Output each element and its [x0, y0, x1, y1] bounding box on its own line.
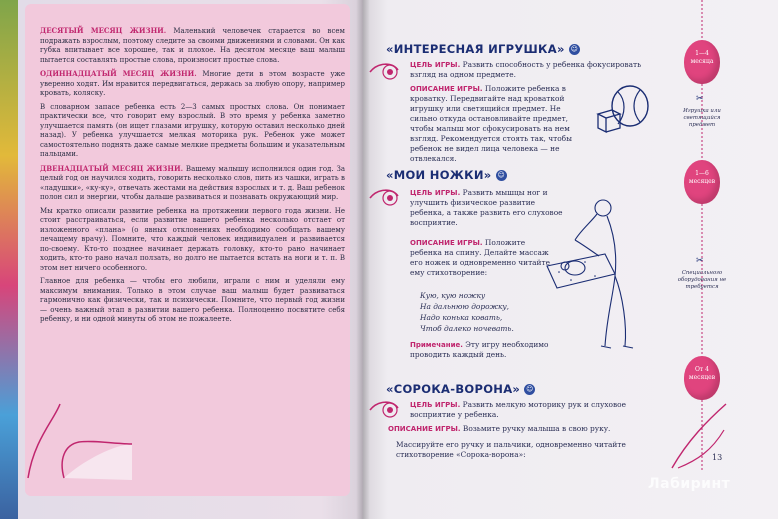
- section-title-legs: «МОИ НОЖКИ» ☺: [386, 168, 506, 182]
- swirl-icon: [368, 398, 408, 422]
- age-balloon-3: От 4 месяцев: [684, 356, 720, 400]
- paragraph-vocabulary: В словарном запасе ребенка есть 2—3 самых простых слова. Он понимает практически все, что говорит ему взрослый. В это время у ребенка заметно улучшается память (он ищет глазами игрушку, которую оставил несколько дней назад). У ребенка улучшается мелкая моторика рук. Ребенок уже может самостоятельно поднять даже самые мелкие предметы большим и указательным пальцами.: [40, 102, 345, 158]
- paragraph-month-10: ДЕСЯТЫЙ МЕСЯЦ ЖИЗНИ. Маленький человечек старается во всем подражать взрослым, поэтому следите за своими движениями и словами. Он как губка впитывает все хорошее, так и плохое. На десятом месяце ваш малыш пытается составлять простые слова, произносит простые слова.: [40, 26, 346, 64]
- baby-icon: ☺: [497, 171, 506, 179]
- sidebar-note-2: Специального оборудования не требуется: [677, 270, 727, 290]
- mother-baby-illustration: [545, 196, 660, 361]
- page-number: 13: [712, 453, 723, 462]
- baby-icon: ☺: [526, 385, 534, 393]
- paragraph-month-11: ОДИННАДЦАТЫЙ МЕСЯЦ ЖИЗНИ. Многие дети в этом возрасте уже уверенно ходят. Им нравится передвигаться, держась за любую опору, например кровать, коляску.: [40, 69, 346, 97]
- watermark-logo: Лабиринт: [648, 476, 731, 492]
- section-legs-note: Примечание. Эту игру необходимо проводить каждый день.: [410, 340, 549, 359]
- section-toy-description: ОПИСАНИЕ ИГРЫ. Положите ребенка в кроватку. Передвигайте над кроваткой игрушку или светящийся предмет. Не сильно откуда остановливайте предмет, чтобы малыш мог сфокусировать на нем взгляд. Рекомендуется стоять так, чтобы ребенок не видел лица человека — не отвлекался.: [410, 84, 573, 163]
- toy-ball-cube-illustration: [592, 82, 652, 138]
- section-magpie-description: ОПИСАНИЕ ИГРЫ. Возьмите ручку малыша в свою руку.: [388, 424, 611, 433]
- poem-legs: Кую, кую ножку На дальнюю дорожку, Надо конька ковать, Чтоб далеко ночевать.: [420, 291, 514, 333]
- section-title-magpie: «СОРОКА-ВОРОНА» ☺: [386, 382, 534, 396]
- scissors-icon: ✂: [696, 256, 704, 266]
- section-legs-goal: ЦЕЛЬ ИГРЫ. Развить мышцы ног и улучшить физическое развитие ребенка, а также развить его слуховое восприятие.: [410, 188, 563, 227]
- swirl-icon: [368, 186, 408, 210]
- age-balloon-1: 1—4 месяца: [684, 40, 720, 84]
- book-spine-edge: [0, 0, 18, 519]
- swirl-icon: [368, 60, 408, 84]
- scissors-icon: ✂: [696, 94, 704, 104]
- section-toy-goal: ЦЕЛЬ ИГРЫ. Развить способность у ребенка фокусировать взгляд на одном предмете.: [410, 60, 642, 79]
- section-legs-description: ОПИСАНИЕ ИГРЫ. Положите ребенка на спину. Делайте массаж его ножек и одновременно читайте ему стихотворение:: [410, 238, 550, 277]
- paragraph-month-12: ДВЕНАДЦАТЫЙ МЕСЯЦ ЖИЗНИ. Вашему малышу исполнился один год. За целый год он научился ходить, говорить несколько слов, пить из чашки, играть в «ладушки», «ку-ку», отвечать жестами на действия взрослых и т. д. Ваш ребенок полон сил и энергии, чтобы дальше развиваться и познавать окружающий мир.: [40, 163, 345, 201]
- paragraph-conclusion: Главное для ребенка — чтобы его любили, играли с ним и уделяли ему максимум внимания. Только в этом случае ваш малыш будет развиваться гармонично как физически, так и психически. Помните, что первый год жизни — очень важный этап в развитии вашего ребенка. Полноценно посвятите себя ребенку, и ни одной минуты об этом не пожалеете.: [40, 277, 345, 323]
- page-curl-decoration: [24, 400, 134, 480]
- section-magpie-goal: ЦЕЛЬ ИГРЫ. Развить мелкую моторику рук и слуховое восприятие у ребенка.: [410, 400, 626, 419]
- section-title-toy: «ИНТЕРЕСНАЯ ИГРУШКА» ☺: [386, 42, 579, 56]
- baby-icon: ☺: [570, 45, 579, 53]
- sidebar-note-1: Игрушка или светящийся предмет: [683, 108, 721, 128]
- left-page-text: [40, 26, 345, 329]
- section-magpie-extra: Массируйте его ручку и пальчики, одновременно читайте стихотворение «Сорока-ворона»:: [396, 440, 626, 459]
- age-balloon-2: 1—6 месяцев: [684, 160, 720, 204]
- paragraph-summary: Мы кратко описали развитие ребенка на протяжении первого года жизни. Не стоит расстраиваться, если развитие вашего ребенка несколько отстает от изложенного «плана» (о явных отклонениях необходимо сообщать вашему лечащему врачу). Помните, что каждый человек индивидуален и развивается по-своему. Кто-то позднее начинает держать головку, кто-то рано начинает ходить, кто-то рано начал ползать, но долго не пытается встать на ноги и т. п. В этом нет ничего особенного.: [40, 206, 345, 272]
